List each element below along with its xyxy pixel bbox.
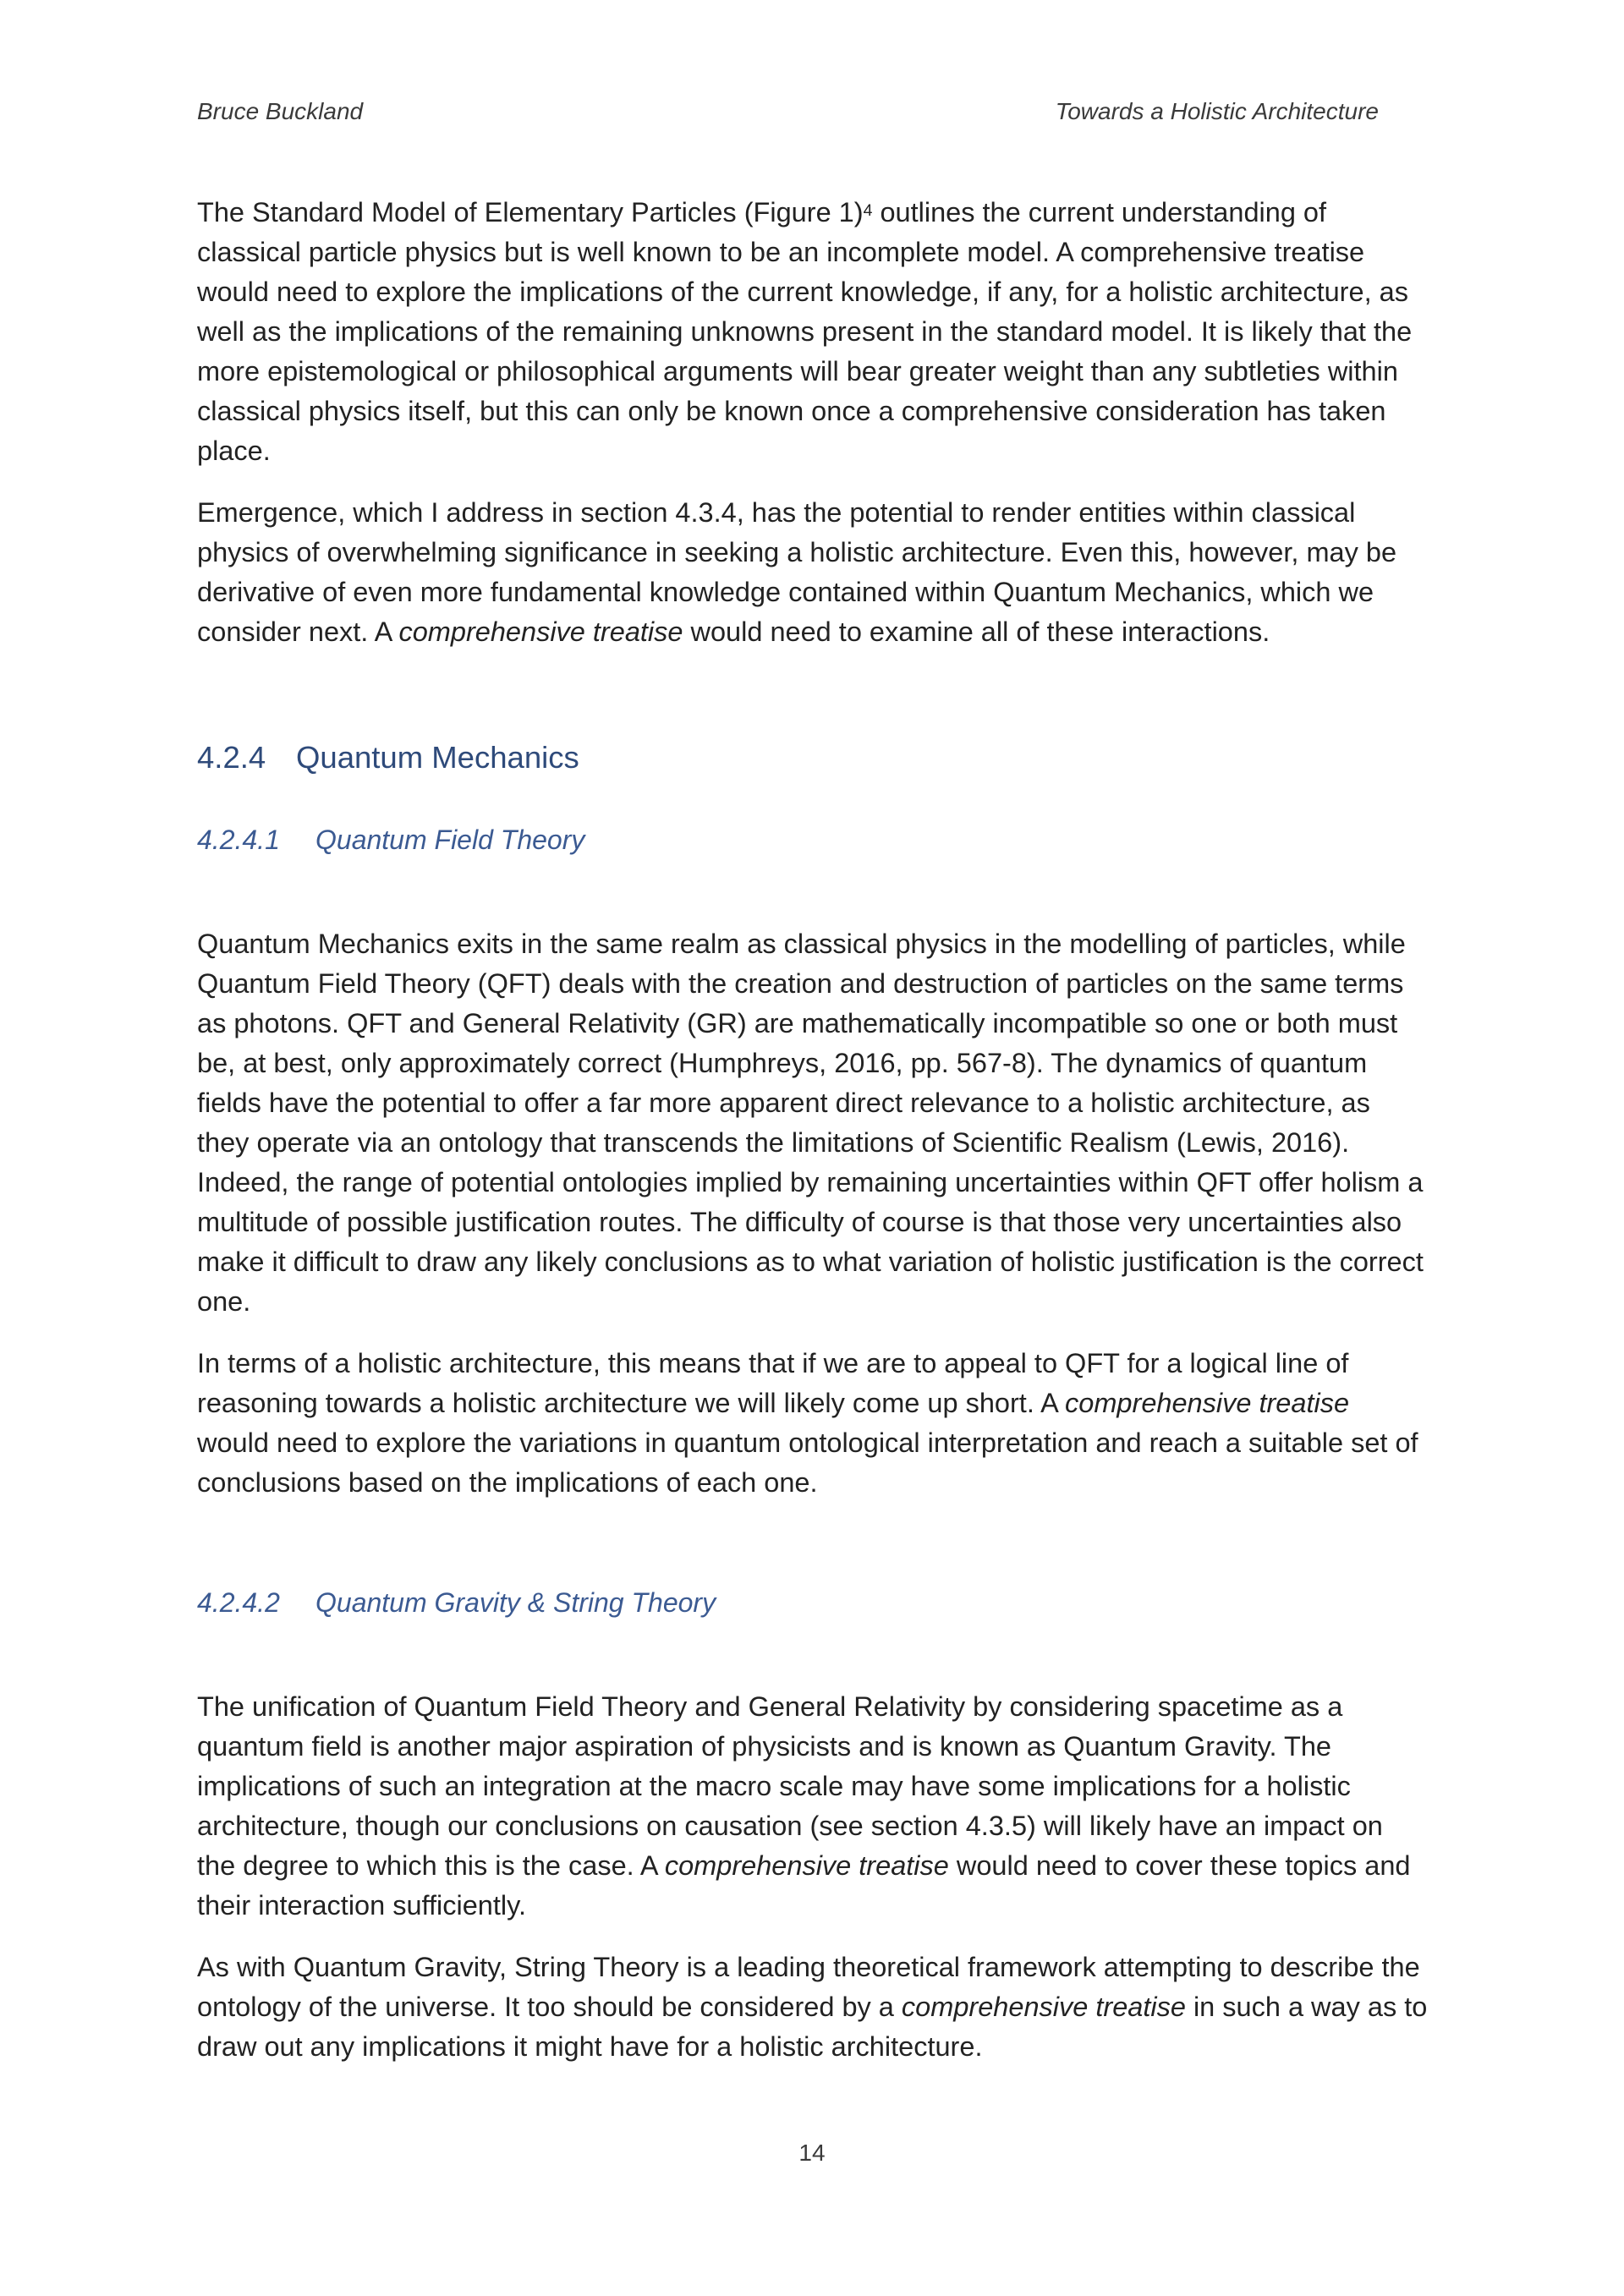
paragraph-text: outlines the current understanding of classical particle physics but is well known to be an incomplete model. A comprehensive treatise would need to explore the implications of the current knowledge, if any, for a holistic architecture, as well as the implications of the remaining unknowns present in the standard model. It is likely that the more epistemological or philosophical arguments will bear greater weight than any subtleties within classical physics itself, but this can only be known once a comprehensive consideration has taken place.	[197, 197, 1413, 466]
heading-text: Quantum Gravity & String Theory	[315, 1587, 716, 1618]
page-number: 14	[798, 2140, 826, 2166]
heading-quantum-gravity-string-theory	[197, 1584, 1428, 1621]
paragraph-qft: Quantum Mechanics exits in the same realm as classical physics in the modelling of particles, while Quantum Field Theory (QFT) deals with the creation and destruction of particles on the same terms as photons. QFT and General Relativity (GR) are mathematically incompatible so one or both must be, at best, only approximately correct (Humphreys, 2016, pp. 567-8). The dynamics of quantum fields have the potential to offer a far more apparent direct relevance to a holistic architecture, as they operate via an ontology that transcends the limitations of Scientific Realism (Lewis, 2016). Indeed, the range of potential ontologies implied by remaining uncertainties within QFT offer holism a multitude of possible justification routes. The difficulty of course is that those very uncertainties also make it difficult to draw any likely conclusions as to what variation of holistic justification is the correct one.	[197, 929, 1424, 1317]
heading-number: 4.2.4	[197, 740, 266, 775]
paragraph-text: Emergence, which I address in section 4.3.4, has the potential to render entities within classical physics of overwhelming significance in seeking a holistic architecture. Even this, however, may be derivative of even more fundamental knowledge contained within Quantum Mechanics, which we consider next. A	[197, 497, 1397, 647]
paragraph-text: As with Quantum Gravity, String Theory is a leading theoretical framework attempting to describe the ontology of the universe. It too should be considered by a	[197, 1952, 1420, 2022]
header-author: Bruce Buckland	[197, 98, 364, 124]
paragraph-emergence	[197, 493, 1428, 652]
paragraph-text: The Standard Model of Elementary Particles (Figure 1)	[197, 197, 864, 227]
emphasis-text: comprehensive treatise	[1065, 1388, 1350, 1418]
heading-number: 4.2.4.2	[197, 1587, 280, 1618]
emphasis-text: comprehensive treatise	[664, 1850, 949, 1881]
paragraph-text: In terms of a holistic architecture, this means that if we are to appeal to QFT for a logical line of reasoning towards a holistic architecture we will likely come up short. A	[197, 1348, 1349, 1418]
running-header	[197, 98, 1379, 125]
paragraph-text: would need to explore the variations in quantum ontological interpretation and reach a suitable set of conclusions based on the implications of each one.	[197, 1427, 1418, 1498]
paragraph-standard-model	[197, 193, 1428, 471]
paragraph-text: would need to cover these topics and their interaction sufficiently.	[197, 1850, 1411, 1921]
paragraph-quantum-gravity	[197, 1687, 1428, 1926]
heading-text: Quantum Mechanics	[296, 740, 579, 775]
heading-quantum-mechanics	[197, 738, 1428, 777]
header-title: Towards a Holistic Architecture	[1055, 98, 1379, 124]
paragraph-string-theory	[197, 1948, 1428, 2067]
body-text	[197, 193, 1428, 2089]
heading-quantum-field-theory	[197, 821, 1428, 858]
paragraph-text: The unification of Quantum Field Theory and General Relativity by considering spacetime as a quantum field is another major aspiration of physicists and is known as Quantum Gravity. The implications of such an integration at the macro scale may have some implications for a holistic architecture, though our conclusions on causation (see section 4.3.5) will likely have an impact on the degree to which this is the case. A	[197, 1691, 1383, 1881]
paragraph-holistic-qft	[197, 1344, 1428, 1503]
emphasis-text: comprehensive treatise	[398, 616, 683, 647]
emphasis-text: comprehensive treatise	[901, 1992, 1186, 2022]
heading-text: Quantum Field Theory	[315, 825, 585, 855]
paragraph-text: in such a way as to draw out any implications it might have for a holistic architecture.	[197, 1992, 1428, 2062]
footnote-ref[interactable]: 4	[863, 201, 873, 221]
paragraph-text: would need to examine all of these interactions.	[683, 616, 1270, 647]
heading-number: 4.2.4.1	[197, 825, 280, 855]
